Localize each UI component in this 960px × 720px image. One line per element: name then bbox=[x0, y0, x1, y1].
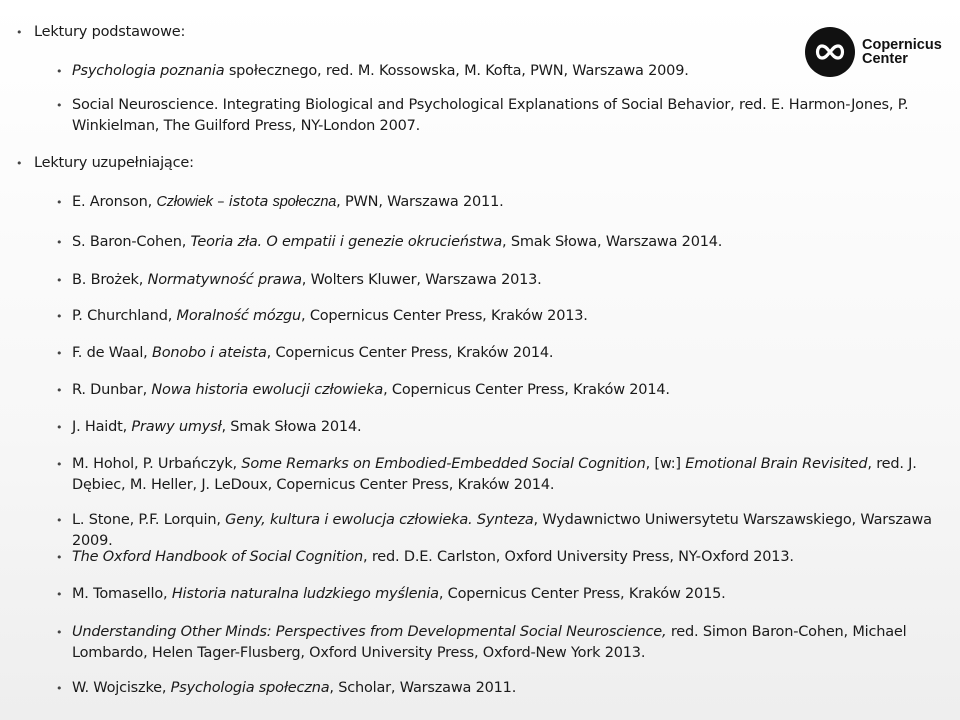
reading-item bbox=[72, 270, 932, 291]
title-part: Understanding Other Minds: Perspectives from Developmental Social Neuroscience, bbox=[72, 624, 667, 640]
title-part: istota bbox=[228, 194, 269, 210]
reading-item bbox=[72, 454, 932, 496]
title-part: Psychologia poznania bbox=[72, 63, 225, 79]
text-part: B. Brożek, bbox=[72, 272, 148, 288]
title-part: Historia naturalna ludzkiego myślenia bbox=[171, 586, 439, 602]
text-part: społecznego, red. M. Kossowska, M. Kofta, PWN, Warszawa 2009. bbox=[224, 63, 689, 79]
reading-item bbox=[72, 510, 932, 552]
title-part: The Oxford Handbook of Social Cognition bbox=[72, 549, 364, 565]
reading-item bbox=[72, 306, 932, 327]
text-part: , Copernicus Center Press, Kraków 2013. bbox=[301, 308, 588, 324]
title-part: Prawy umysł bbox=[131, 419, 222, 435]
text-part: P. Churchland, bbox=[72, 308, 177, 324]
title-part: Normatywność prawa bbox=[147, 272, 302, 288]
title-part: Geny, kultura i ewolucja człowieka. Synteza bbox=[225, 512, 534, 528]
title-part: Moralność mózgu bbox=[176, 308, 302, 324]
supplementary-readings-heading bbox=[34, 153, 794, 174]
reading-item bbox=[72, 547, 932, 568]
reading-item bbox=[72, 380, 932, 401]
title-part: Teoria zła. O empatii i genezie okrucieństwa bbox=[190, 234, 503, 250]
reading-item bbox=[72, 192, 932, 213]
reading-item bbox=[72, 232, 932, 253]
heading-text: Lektury uzupełniające: bbox=[34, 155, 194, 171]
title-part: Psychologia społeczna bbox=[170, 680, 330, 696]
title-part: Some Remarks on Embodied-Embedded Social Cognition bbox=[241, 456, 646, 472]
text-part: J. Haidt, bbox=[72, 419, 132, 435]
heading-text: Lektury podstawowe: bbox=[34, 24, 186, 40]
text-part: , Copernicus Center Press, Kraków 2014. bbox=[383, 382, 670, 398]
logo-wordmark bbox=[862, 38, 942, 66]
text-part: , Scholar, Warszawa 2011. bbox=[329, 680, 517, 696]
logo-line-1: Copernicus bbox=[862, 37, 942, 53]
title-part: Emotional Brain Revisited bbox=[685, 456, 868, 472]
text-part: Social Neuroscience. Integrating Biological and Psychological Explanations of Social Behavior, red. E. Harmon-Jones, P. Winkielman, The Guilford Press, NY-London 2007. bbox=[72, 97, 909, 134]
reading-item bbox=[72, 343, 932, 364]
text-part: , [w:] bbox=[645, 456, 686, 472]
title-part: społeczna bbox=[272, 194, 337, 210]
text-part: M. Hohol, P. Urbańczyk, bbox=[72, 456, 242, 472]
text-part: S. Baron-Cohen, bbox=[72, 234, 191, 250]
text-part: – bbox=[212, 194, 229, 210]
text-part: , Wolters Kluwer, Warszawa 2013. bbox=[301, 272, 542, 288]
title-part: Człowiek bbox=[156, 194, 213, 210]
text-part: E. Aronson, bbox=[72, 194, 157, 210]
title-part: Bonobo i ateista bbox=[152, 345, 267, 361]
text-part: , Copernicus Center Press, Kraków 2014. bbox=[266, 345, 554, 361]
logo-line-2: Center bbox=[862, 51, 908, 67]
text-part: , Smak Słowa, Warszawa 2014. bbox=[502, 234, 723, 250]
reading-item bbox=[72, 61, 712, 82]
reading-item bbox=[72, 95, 932, 137]
text-part: , Copernicus Center Press, Kraków 2015. bbox=[438, 586, 726, 602]
basic-readings-heading bbox=[34, 22, 794, 43]
infinity-loop-icon bbox=[805, 27, 855, 77]
text-part: , Smak Słowa 2014. bbox=[221, 419, 362, 435]
text-part: , Wydawnictwo Uniwersytetu Warszawskiego, Warszawa 2009. bbox=[72, 512, 932, 549]
title-part: Nowa historia ewolucji człowieka bbox=[151, 382, 384, 398]
text-part: M. Tomasello, bbox=[72, 586, 172, 602]
text-part: , red. J. Dębiec, M. Heller, J. LeDoux, Copernicus Center Press, Kraków 2014. bbox=[72, 456, 917, 493]
reading-item bbox=[72, 417, 932, 438]
text-part: R. Dunbar, bbox=[72, 382, 152, 398]
reading-item bbox=[72, 584, 932, 605]
text-part: L. Stone, P.F. Lorquin, bbox=[72, 512, 226, 528]
text-part: F. de Waal, bbox=[72, 345, 152, 361]
text-part: , red. D.E. Carlston, Oxford University Press, NY-Oxford 2013. bbox=[363, 549, 794, 565]
reading-item bbox=[72, 622, 932, 664]
text-part: W. Wojciszke, bbox=[72, 680, 171, 696]
text-part: , PWN, Warszawa 2011. bbox=[336, 194, 504, 210]
copernicus-center-logo bbox=[805, 26, 945, 78]
reading-item bbox=[72, 678, 932, 699]
text-part: red. Simon Baron-Cohen, Michael Lombardo, Helen Tager-Flusberg, Oxford University Press, Oxford-New York 2013. bbox=[72, 624, 907, 661]
